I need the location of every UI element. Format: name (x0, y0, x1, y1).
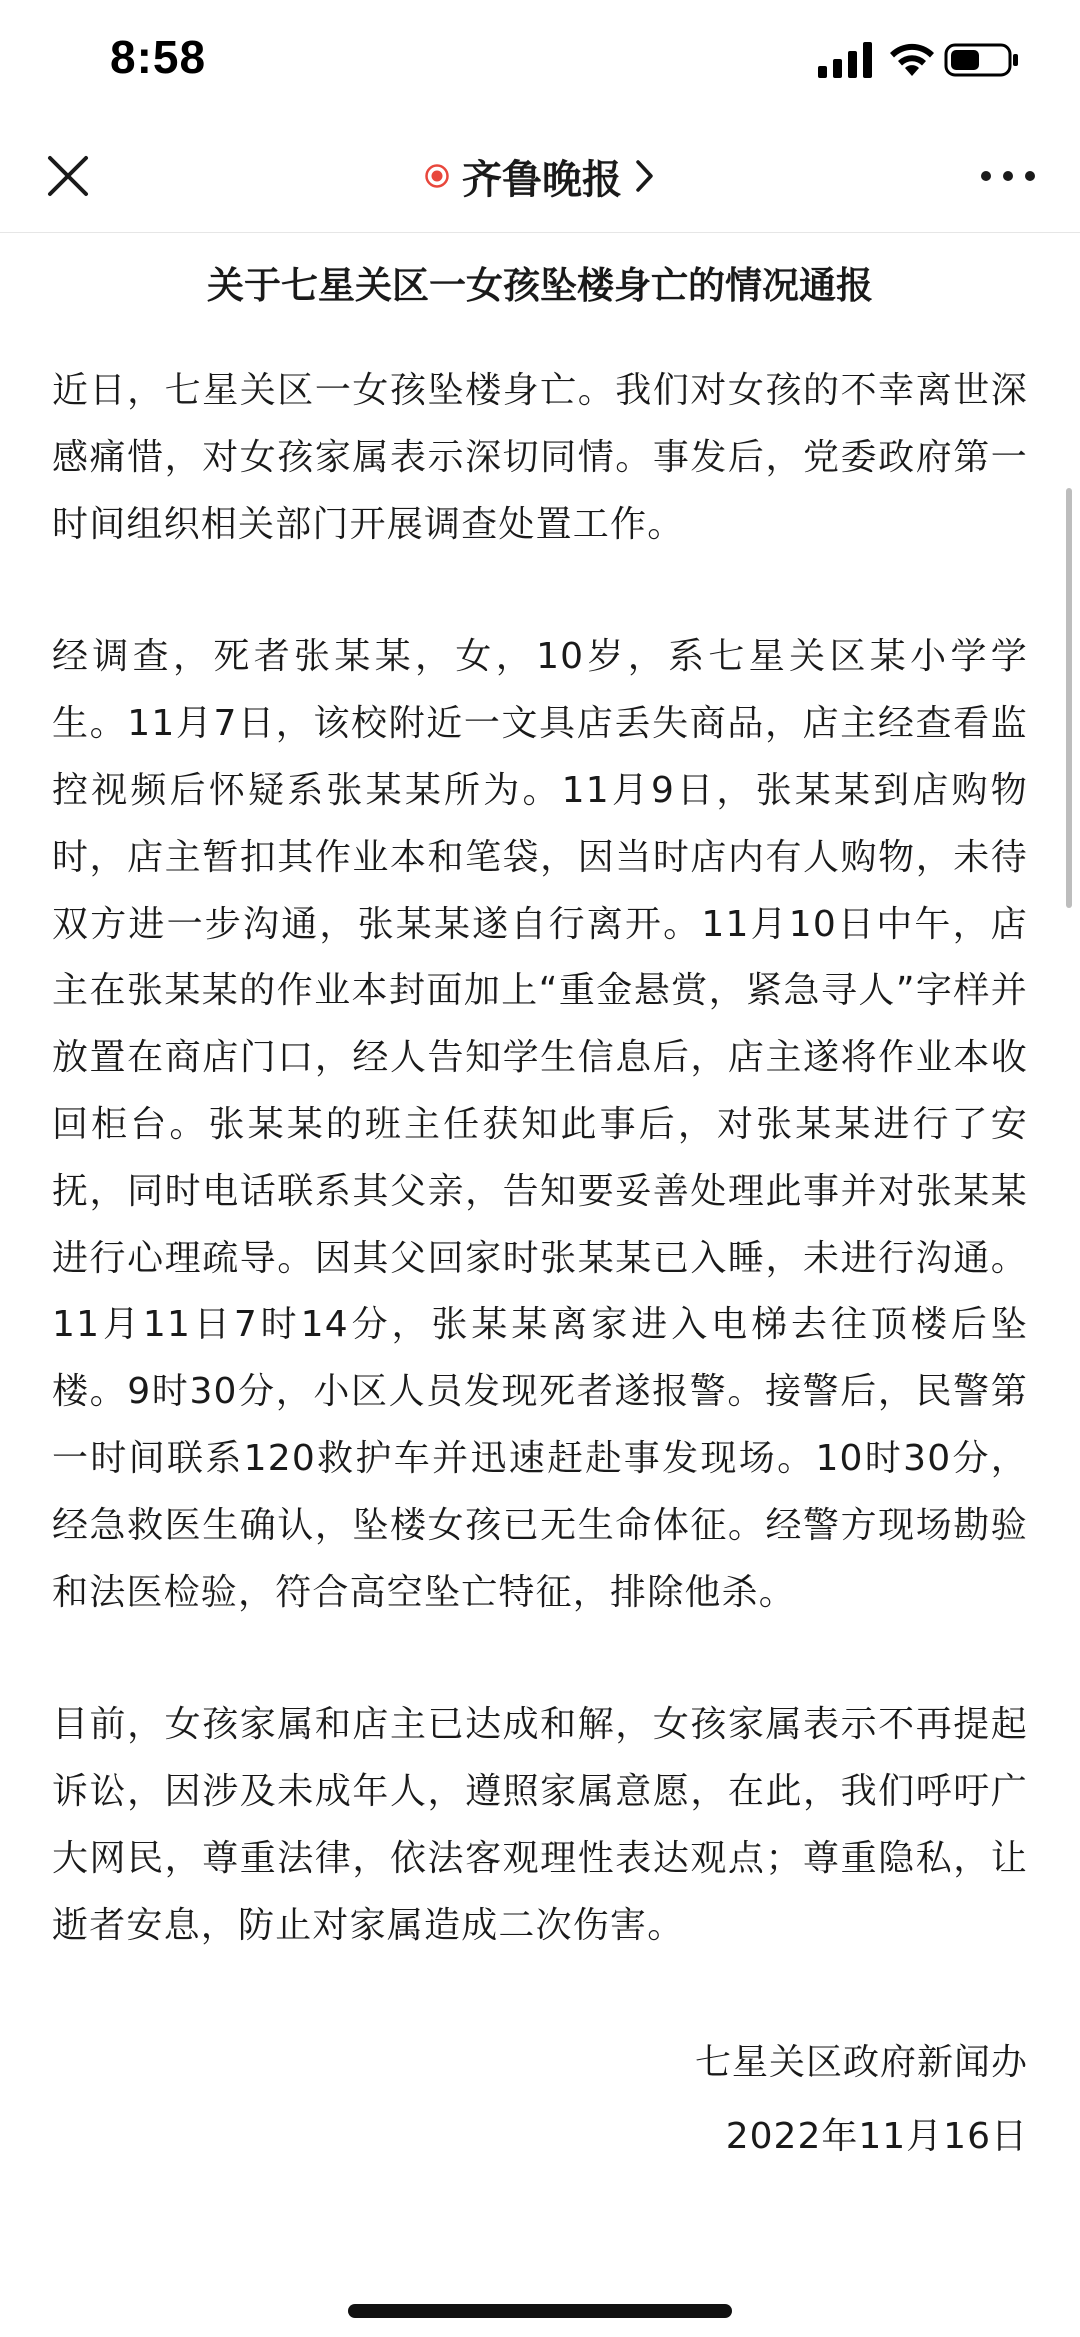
more-icon[interactable] (978, 156, 1038, 196)
nav-title-wrap (0, 120, 1080, 232)
chevron-right-icon (634, 158, 656, 194)
wifi-icon (888, 40, 936, 78)
signature-date: 2022年11月16日 (725, 2115, 1028, 2157)
article-paragraph: 经调查，死者张某某，女，10岁，系七星关区某小学学生。11月7日，该校附近一文具店丢失商品，店主经查看监控视频后怀疑系张某某所为。11月9日，张某某到店购物时，店主暂扣其作业本和笔袋，因当时店内有人购物，未待双方进一步沟通，张某某遂自行离开。11月10日中午，店主在张某某的作业本封面加上“重金悬赏，紧急寻人”字样并放置在商店门口，经人告知学生信息后，店主遂将作业本收回柜台。张某某的班主任获知此事后，对张某某进行了安抚，同时电话联系其父亲，告知要妥善处理此事并对张某某进行心理疏导。因其父回家时张某某已入睡，未进行沟通。11月11日7时14分，张某某离家进入电梯去往顶楼后坠楼。9时30分，小区人员发现死者遂报警。接警后，民警第一时间联系120救护车并迅速赶赴事发现场。10时30分，经急救医生确认，坠楼女孩已无生命体征。经警方现场勘验和法医检验，符合高空坠亡特征，排除他杀。 (52, 636, 1028, 1613)
article-paragraph: 近日，七星关区一女孩坠楼身亡。我们对女孩的不幸离世深感痛惜，对女孩家属表示深切同情。事发后，党委政府第一时间组织相关部门开展调查处置工作。 (52, 370, 1028, 545)
live-dot-icon (424, 163, 450, 189)
status-bar (0, 0, 1080, 120)
article-paragraph: 目前，女孩家属和店主已达成和解，女孩家属表示不再提起诉讼，因涉及未成年人，遵照家属意愿，在此，我们呼吁广大网民，尊重法律，依法客观理性表达观点；尊重隐私，让逝者安息，防止对家属造成二次伤害。 (52, 1704, 1028, 1946)
article (52, 232, 1028, 2170)
home-indicator[interactable] (348, 2304, 732, 2318)
signal-icon (818, 42, 874, 78)
scroll-indicator[interactable] (1066, 488, 1072, 908)
account-name: 齐鲁晚报 (462, 156, 622, 203)
account-title-link[interactable] (424, 148, 656, 205)
nav-bar (0, 120, 1080, 233)
battery-icon (944, 42, 1020, 78)
status-time: 8:58 (110, 31, 207, 83)
article-title: 关于七星关区一女孩坠楼身亡的情况通报 (207, 264, 873, 307)
close-icon[interactable] (36, 144, 100, 208)
signature-org: 七星关区政府新闻办 (694, 2041, 1028, 2083)
